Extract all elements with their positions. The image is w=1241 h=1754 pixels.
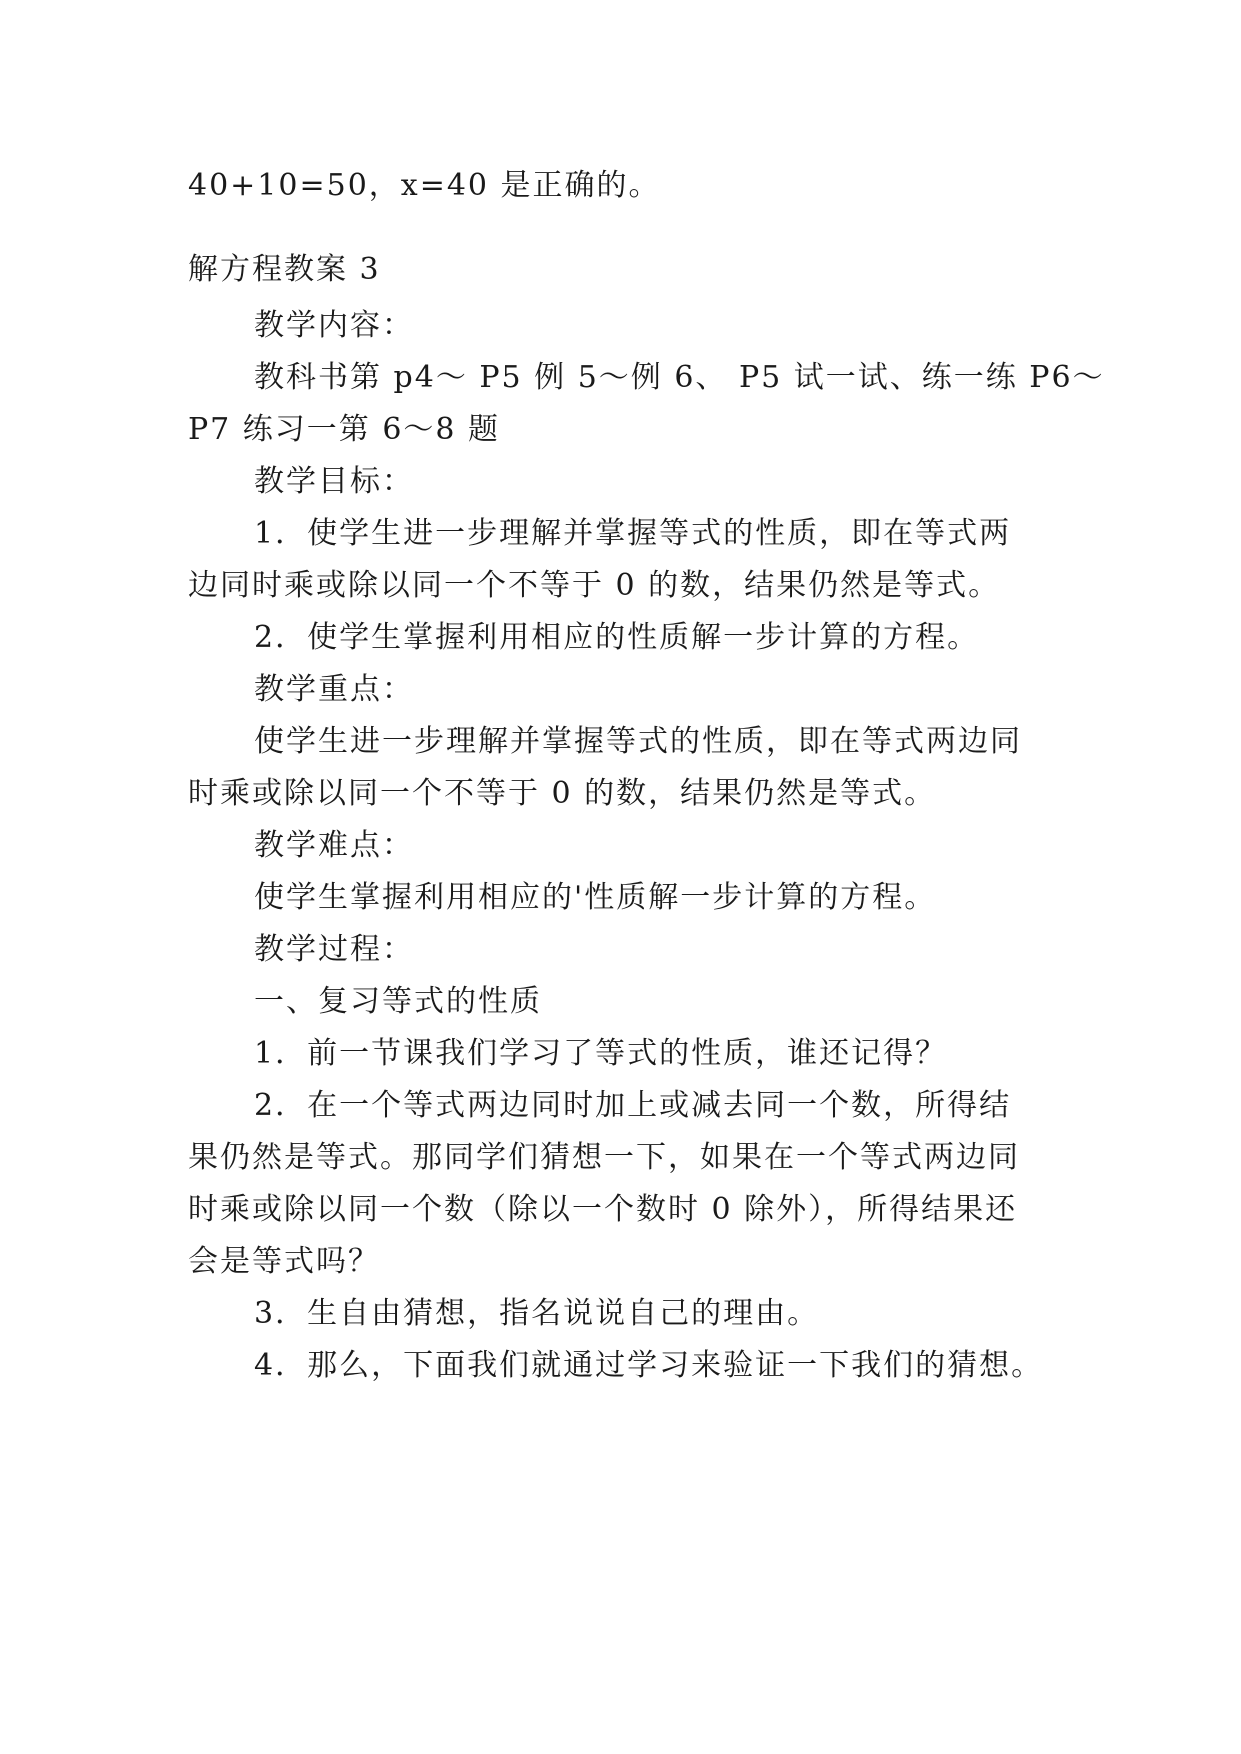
text-line-goal-1b: 边同时乘或除以同一个不等于 0 的数，结果仍然是等式。 bbox=[188, 568, 1001, 603]
text-line-process-2d: 会是等式吗？ bbox=[188, 1244, 380, 1279]
label-teaching-content: 教学内容： bbox=[254, 308, 414, 343]
text-line-goal-2: 2．使学生掌握利用相应的性质解一步计算的方程。 bbox=[254, 620, 980, 655]
label-difficult-points: 教学难点： bbox=[254, 828, 414, 863]
text-line-key-a: 使学生进一步理解并掌握等式的性质，即在等式两边同 bbox=[254, 724, 1022, 759]
text-line-answer-check: 40+10=50，x=40 是正确的。 bbox=[188, 168, 661, 203]
text-line-process-3: 3．生自由猜想，指名说说自己的理由。 bbox=[254, 1296, 820, 1331]
text-line-goal-1a: 1．使学生进一步理解并掌握等式的性质，即在等式两 bbox=[254, 516, 1012, 551]
label-teaching-process: 教学过程： bbox=[254, 932, 414, 967]
text-line-process-2c: 时乘或除以同一个数（除以一个数时 0 除外），所得结果还 bbox=[188, 1192, 1018, 1227]
text-line-process-2b: 果仍然是等式。那同学们猜想一下，如果在一个等式两边同 bbox=[188, 1140, 1020, 1175]
label-key-points: 教学重点： bbox=[254, 672, 414, 707]
text-line-process-4: 4．那么，下面我们就通过学习来验证一下我们的猜想。 bbox=[254, 1348, 1044, 1383]
text-line-content-2: P7 练习一第 6～8 题 bbox=[188, 412, 501, 447]
section-title: 解方程教案 3 bbox=[188, 252, 381, 287]
text-line-content-1: 教科书第 p4～ P5 例 5～例 6、 P5 试一试、练一练 P6～ bbox=[254, 360, 1105, 395]
label-teaching-goals: 教学目标： bbox=[254, 464, 414, 499]
text-line-key-b: 时乘或除以同一个不等于 0 的数，结果仍然是等式。 bbox=[188, 776, 937, 811]
text-line-process-1: 1．前一节课我们学习了等式的性质，谁还记得？ bbox=[254, 1036, 948, 1071]
text-line-difficult: 使学生掌握利用相应的'性质解一步计算的方程。 bbox=[254, 880, 937, 915]
text-line-process-2a: 2．在一个等式两边同时加上或减去同一个数，所得结 bbox=[254, 1088, 1012, 1123]
text-line-process-heading: 一、复习等式的性质 bbox=[254, 984, 542, 1019]
